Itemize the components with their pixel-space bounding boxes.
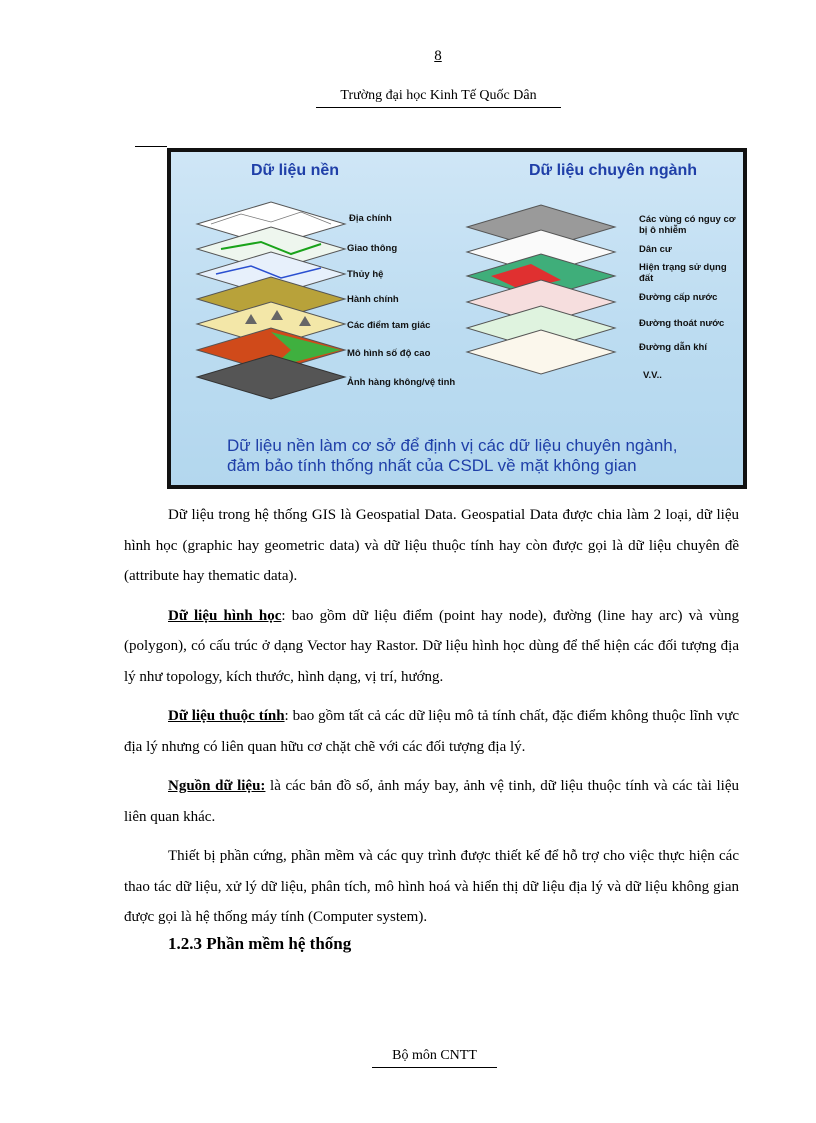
layer-label: Đường thoát nước [639, 318, 725, 329]
layer-label: Đường dẫn khí [639, 342, 707, 353]
figure-caption [227, 436, 747, 476]
page-footer: Bộ môn CNTT [372, 1048, 497, 1068]
term-data-source: Nguồn dữ liệu: [168, 778, 266, 794]
layer-label: Các vùng có nguy cơ bị ô nhiễm [639, 214, 736, 236]
term-geometric-data: Dữ liệu hình học [168, 607, 282, 624]
figure-title-thematic-data: Dữ liệu chuyên ngành [529, 162, 698, 179]
layer-label: Địa chính [349, 213, 392, 224]
layer-label: Ảnh hàng không/vệ tinh [347, 377, 456, 388]
paragraph-gis-data: Dữ liệu trong hệ thống GIS là Geospatial Data. Geospatial Data được chia làm 2 loại, dữ liệu hình học (graphic hay geometric data) và dữ liệu thuộc tính hay còn được gọi là dữ liệu chuyên đề (attribute hay thematic data). [124, 507, 739, 584]
layer-label: Đường cấp nước [639, 292, 718, 303]
definition-attribute-data: : bao gồm tất cả các dữ liệu mô tả tính chất, đặc điểm không thuộc lĩnh vực địa lý nhưng có liên quan hữu cơ chặt chẽ với các đối tượng địa lý. [124, 708, 739, 755]
definition-data-source: là các bản đồ số, ảnh máy bay, ảnh vệ tinh, dữ liệu thuộc tính và các tài liệu liên quan khác. [124, 778, 739, 825]
figure-caption-line: Dữ liệu nền làm cơ sở để định vị các dữ liệu chuyên ngành, [227, 436, 678, 455]
term-attribute-data: Dữ liệu thuộc tính [168, 708, 285, 724]
figure-title-base-data: Dữ liệu nền [251, 162, 340, 179]
paragraph-attribute-data [124, 701, 739, 762]
figure-caption-line: đảm bảo tính thống nhất của CSDL về mặt không gian [227, 456, 637, 475]
layer-label: Dân cư [639, 244, 672, 255]
gis-layers-figure [167, 148, 747, 489]
layer-label: Hiện trạng sử dụng đất [639, 262, 727, 284]
body-text [124, 500, 739, 942]
definition-geometric-data: : bao gồm dữ liệu điểm (point hay node), đường (line hay arc) và vùng (polygon), có cấu trúc ở dạng Vector hay Rastor. Dữ liệu hình học dùng để thể hiện các đối tượng địa lý như topology, kích thước, hình dạng, vị trí, hướng. [124, 607, 739, 685]
layer-imagery [197, 355, 345, 399]
layer-label: Các điểm tam giác [347, 320, 431, 331]
layer-gas [467, 330, 615, 374]
layer-label: Hành chính [347, 294, 399, 305]
layer-label: Mô hình số độ cao [347, 348, 431, 359]
page-number: 8 [434, 48, 442, 64]
paragraph-computer-system: Thiết bị phần cứng, phần mềm và các quy trình được thiết kế để hỗ trợ cho việc thực hiện các thao tác dữ liệu, xử lý dữ liệu, phân tích, mô hình hoá và hiển thị dữ liệu địa lý và dữ liệu không gian được gọi là hệ thống máy tính (Computer system). [124, 848, 739, 925]
page-header: Trường đại học Kinh Tế Quốc Dân [316, 88, 561, 108]
layer-label: V.V.. [643, 370, 662, 381]
paragraph-geometric-data [124, 601, 739, 693]
header-rule [135, 146, 167, 147]
section-heading: 1.2.3 Phần mềm hệ thống [168, 934, 352, 953]
layer-label: Thủy hệ [347, 269, 384, 280]
layer-label: Giao thông [347, 243, 398, 254]
paragraph-data-source [124, 771, 739, 832]
